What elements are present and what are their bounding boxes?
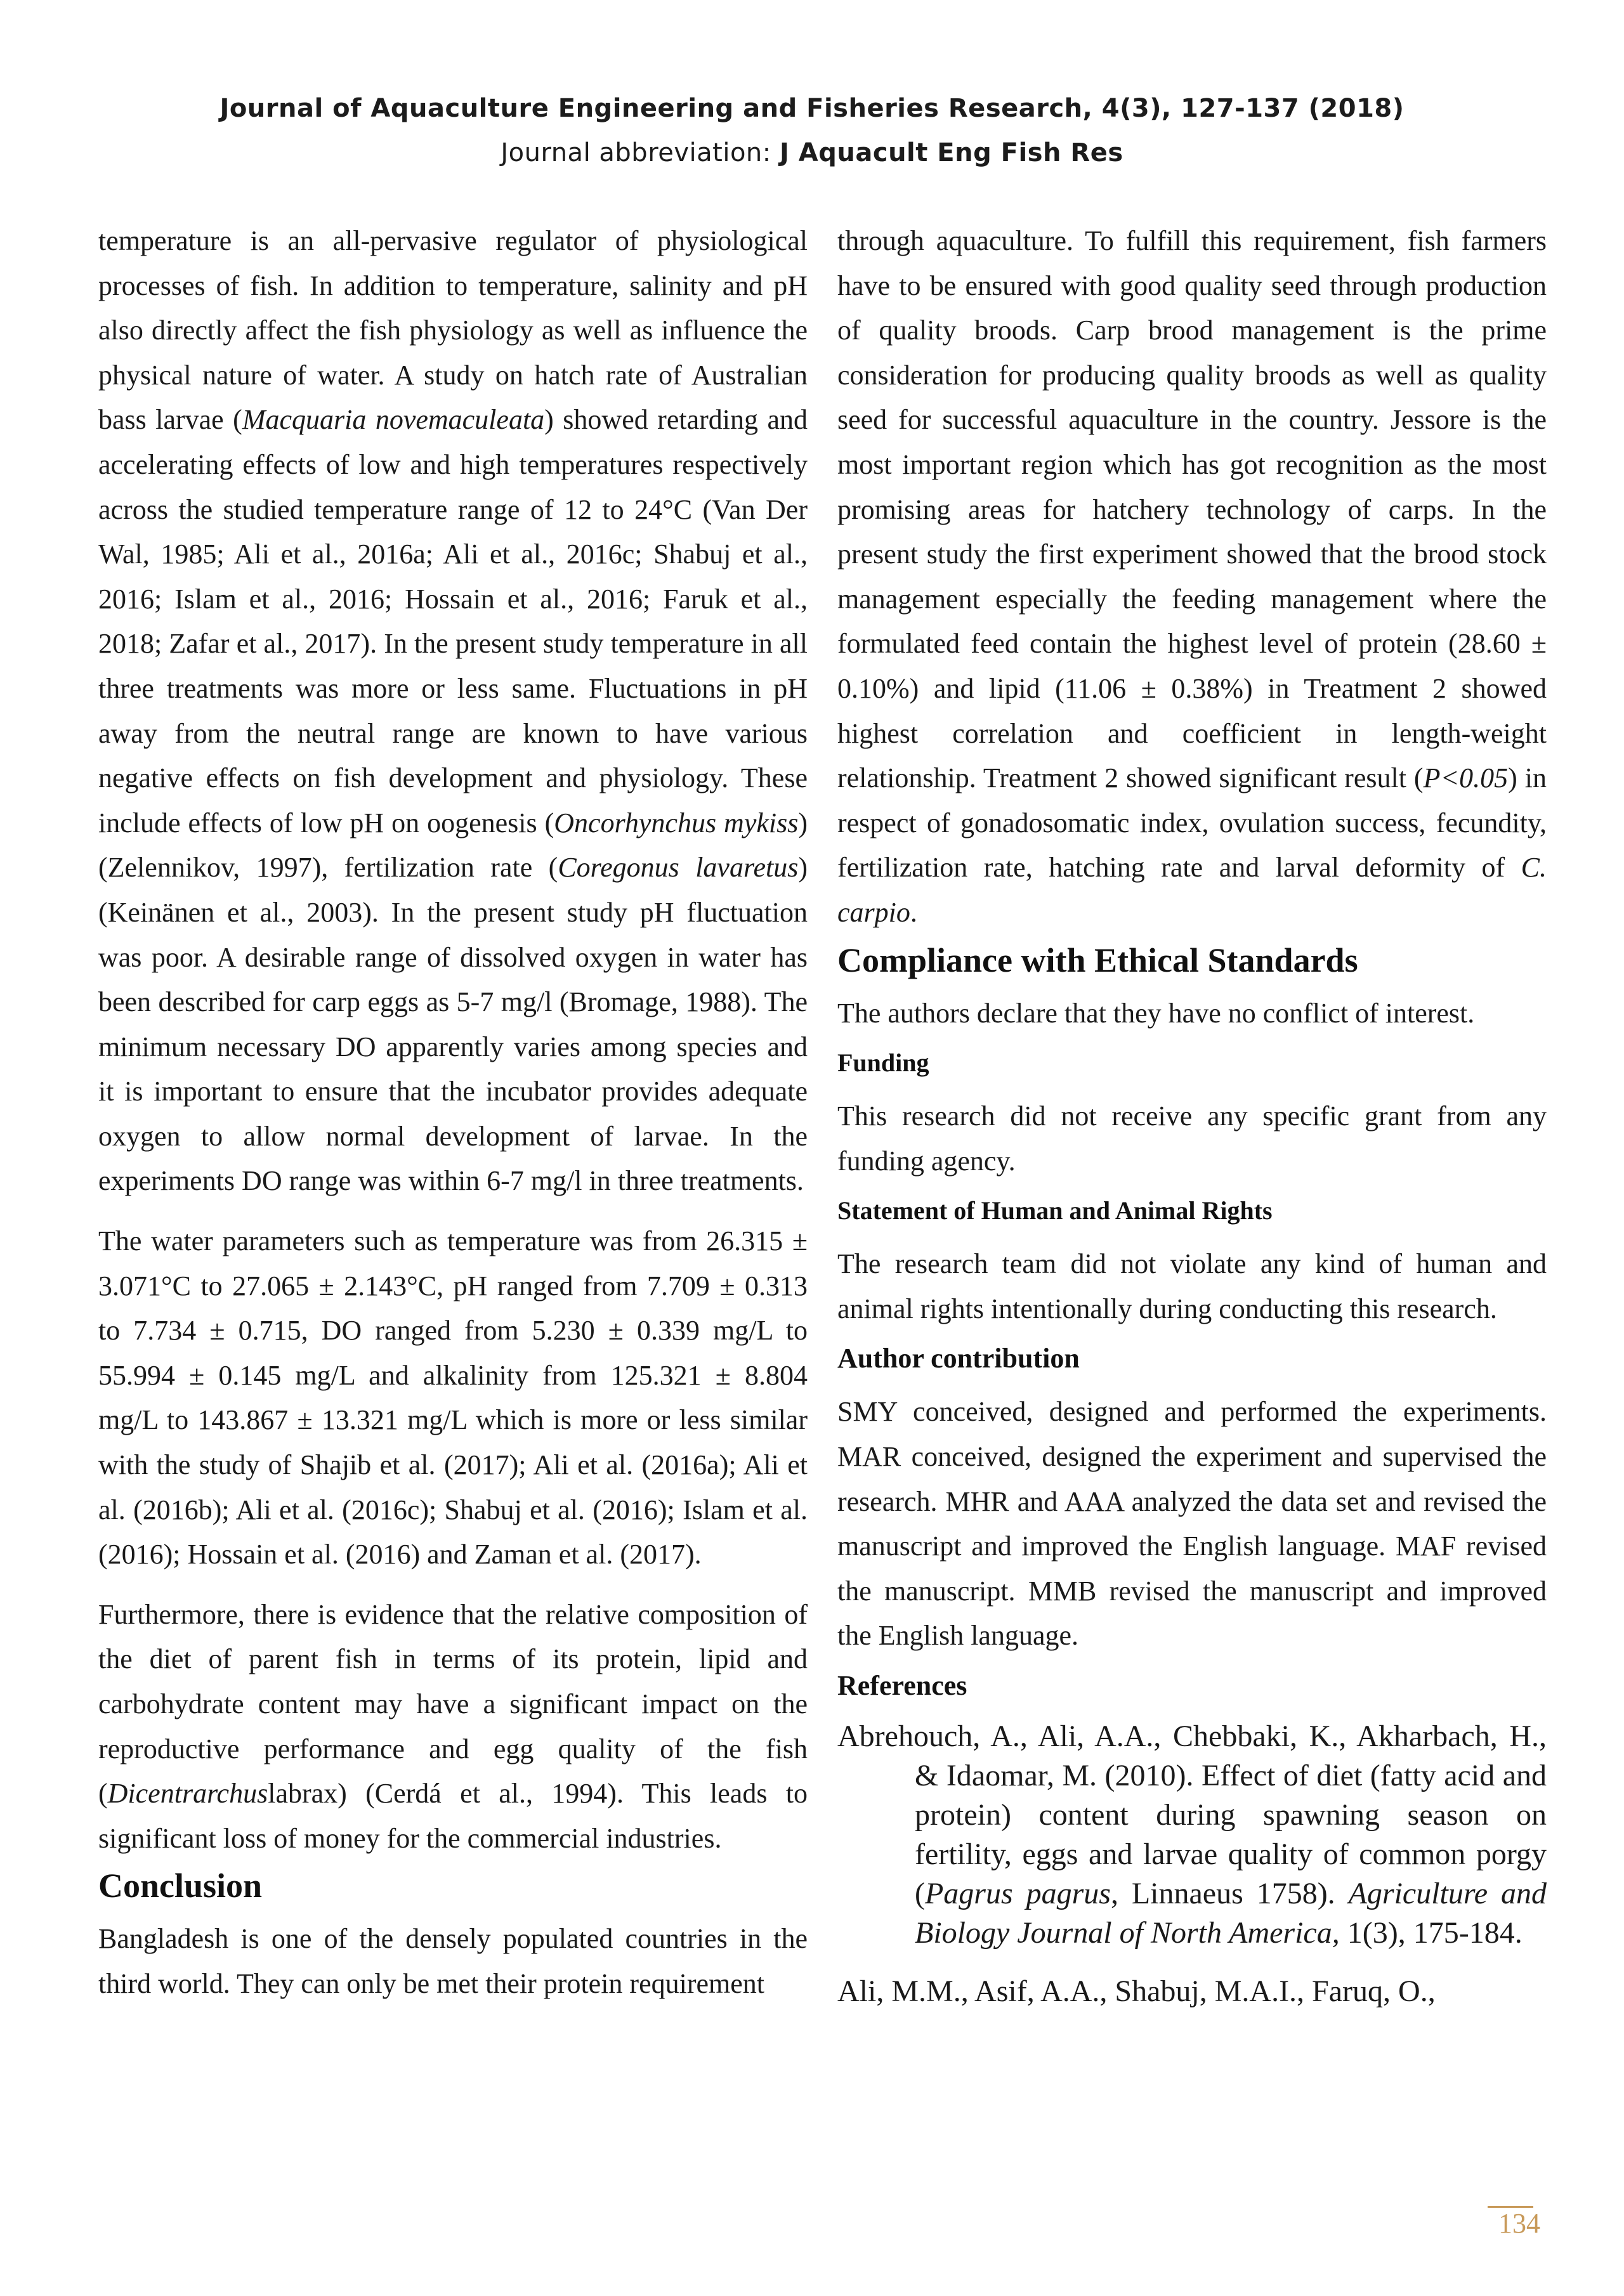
discussion-paragraph-3: Furthermore, there is evidence that the relative composition of the diet of parent fish in terms of its protein, lipid and carbohydrate content may have a significant impact on the reproductive performance and egg quality of the fish (Dicentrarchuslabrax) (Cerdá et al., 1994). This leads to significant loss of money for the commercial industries.	[98, 1598, 808, 1854]
author-contribution-text: SMY conceived, designed and performed the experiments. MAR conceived, designed the experiment and supervised the research. MHR and AAA analyzed the data set and revised the manuscript and improved the English language. MAF revised the manuscript. MMB revised the manuscript and improved the English language.	[837, 1396, 1547, 1652]
discussion-paragraph-2: The water parameters such as temperature was from 26.315 ± 3.071°C to 27.065 ± 2.143°C, pH ranged from 7.709 ± 0.313 to 7.734 ± 0.715, DO ranged from 5.230 ± 0.339 mg/L to 55.994 ± 0.145 mg/L and alkalinity from 125.321 ± 8.804 mg/L to 143.867 ± 13.321 mg/L which is more or less similar with the study of Shajib et al. (2017); Ali et al. (2016a); Ali et al. (2016b); Ali et al. (2016c); Shabuj et al. (2016); Islam et al. (2016); Hossain et al. (2016) and Zaman et al. (2017).	[98, 1225, 808, 1570]
rights-text: The research team did not violate any kind of human and animal rights intentionally during conducting this research.	[837, 1248, 1547, 1324]
author-contribution-heading: Author contribution	[837, 1343, 1080, 1374]
funding-text: This research did not receive any specific grant from any funding agency.	[837, 1100, 1547, 1177]
page-number: 134	[1498, 2208, 1540, 2239]
journal-abbreviation-label: Journal abbreviation:	[501, 138, 780, 167]
conclusion-heading: Conclusion	[98, 1867, 263, 1905]
compliance-text: The authors declare that they have no conflict of interest.	[837, 997, 1475, 1029]
left-column	[98, 219, 808, 2007]
journal-abbreviation	[0, 138, 1624, 167]
discussion-paragraph-1: temperature is an all-pervasive regulator of physiological processes of fish. In addition to temperature, salinity and pH also directly affect the fish physiology as well as influence the physical nature of water. A study on hatch rate of Australian bass larvae (Macquaria novemaculeata) showed retarding and accelerating effects of low and high temperatures respectively across the studied temperature range of 12 to 24°C (Van Der Wal, 1985; Ali et al., 2016a; Ali et al., 2016c; Shabuj et al., 2016; Islam et al., 2016; Hossain et al., 2016; Faruk et al., 2018; Zafar et al., 2017). In the present study temperature in all three treatments was more or less same. Fluctuations in pH away from the neutral range are known to have various negative effects on fish development and physiology. These include effects of low pH on oogenesis (Oncorhynchus mykiss) (Zelennikov, 1997), fertilization rate (Coregonus lavaretus) (Keinänen et al., 2003). In the present study pH fluctuation was poor. A desirable range of dissolved oxygen in water has been described for carp eggs as 5-7 mg/l (Bromage, 1988). The minimum necessary DO apparently varies among species and it is important to ensure that the incubator provides adequate oxygen to allow normal development of larvae. In the experiments DO range was within 6-7 mg/l in three treatments.	[98, 225, 808, 1197]
compliance-heading: Compliance with Ethical Standards	[837, 941, 1358, 979]
journal-abbreviation-value: J Aquacult Eng Fish Res	[779, 138, 1123, 167]
references-heading: References	[837, 1670, 967, 1702]
funding-heading: Funding	[837, 1048, 929, 1078]
reference-item: Ali, M.M., Asif, A.A., Shabuj, M.A.I., Faruq, O.,	[837, 1974, 1436, 2009]
conclusion-paragraph-continued: through aquaculture. To fulfill this requirement, fish farmers have to be ensured with good quality seed through production of quality broods. Carp brood management is the prime consideration for producing quality broods as well as quality seed for successful aquaculture in the country. Jessore is the most important region which has got recognition as the most promising areas for hatchery technology of carps. In the present study the first experiment showed that the brood stock management especially the feeding management where the formulated feed contain the highest level of protein (28.60 ± 0.10%) and lipid (11.06 ± 0.38%) in Treatment 2 showed highest correlation and coefficient in length-weight relationship. Treatment 2 showed significant result (P<0.05) in respect of gonadosomatic index, ovulation success, fecundity, fertilization rate, hatching rate and larval deformity of C. carpio.	[837, 225, 1547, 928]
reference-item: Abrehouch, A., Ali, A.A., Chebbaki, K., Akharbach, H., & Idaomar, M. (2010). Effect of diet (fatty acid and protein) content during spawning season on fertility, eggs and larvae quality of common porgy (Pagrus pagrus, Linnaeus 1758). Agriculture and Biology Journal of North America, 1(3), 175-184.	[837, 1719, 1547, 1950]
conclusion-paragraph-start: Bangladesh is one of the densely populated countries in the third world. They can only be met their protein requirement	[98, 1923, 808, 1999]
rights-heading: Statement of Human and Animal Rights	[837, 1196, 1273, 1225]
right-column	[837, 219, 1547, 2011]
journal-citation: Journal of Aquaculture Engineering and Fisheries Research, 4(3), 127-137 (2018)	[219, 94, 1405, 123]
